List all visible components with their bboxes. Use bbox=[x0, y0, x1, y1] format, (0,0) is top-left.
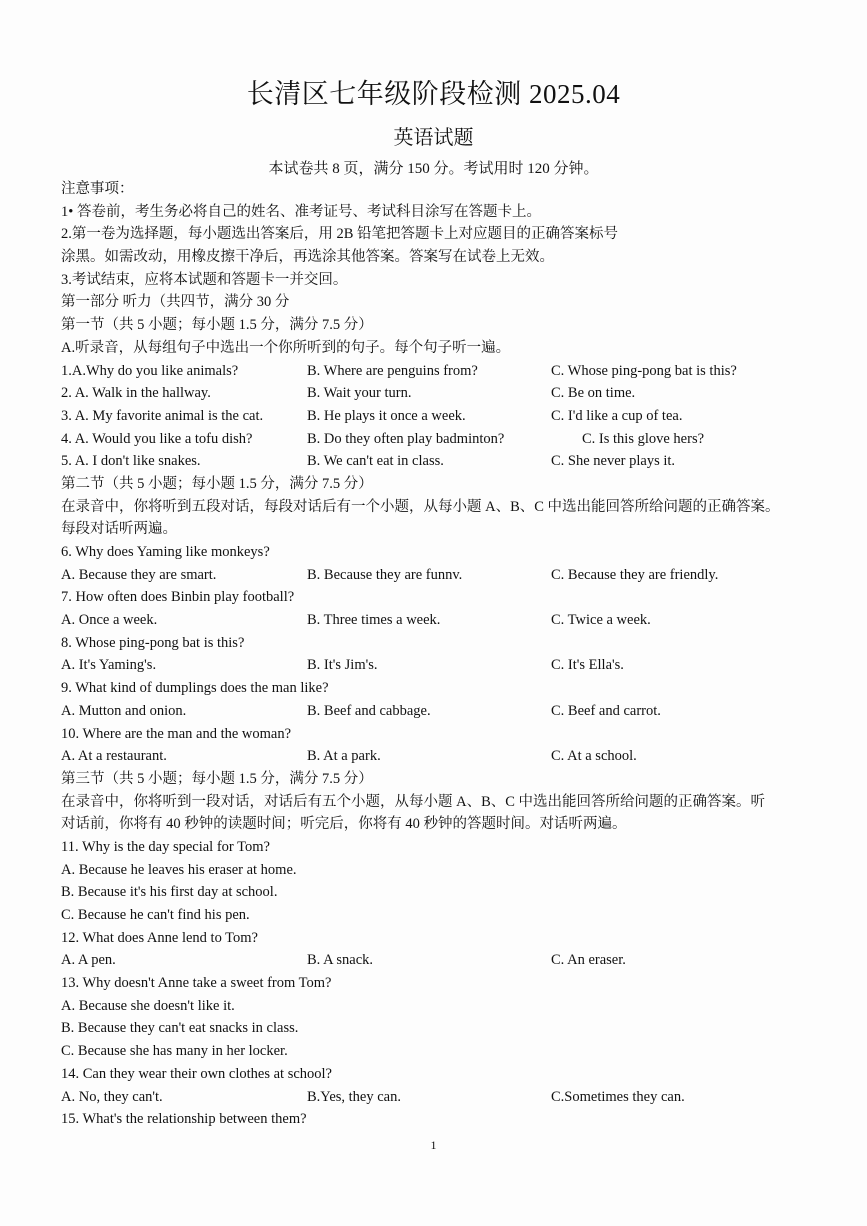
question-stem: 6. Why does Yaming like monkeys? bbox=[61, 544, 270, 560]
option-a: A. A pen. bbox=[61, 952, 116, 969]
option-c: C. She never plays it. bbox=[551, 453, 676, 470]
option-b: B. Beef and cabbage. bbox=[307, 702, 431, 719]
question-row bbox=[61, 360, 811, 383]
question-stem: 8. Whose ping-pong bat is this? bbox=[61, 634, 245, 651]
section1-instruction: A.听录音，从每组句子中选出一个你所听到的句子。每个句子听一遍。 bbox=[61, 339, 511, 356]
exam-subtitle: 英语试题 bbox=[393, 127, 474, 149]
option-b: B. A snack. bbox=[307, 952, 374, 969]
exam-title: 长清区七年级阶段检测 2025.04 bbox=[246, 79, 621, 109]
option-c: C. Because he can't find his pen. bbox=[61, 907, 250, 923]
option-b: B.Yes, they can. bbox=[307, 1088, 401, 1105]
notes-heading: 注意事项： bbox=[61, 181, 134, 197]
question-row bbox=[61, 382, 811, 405]
option-b: B. Because they are funnv. bbox=[307, 566, 463, 583]
question-row bbox=[61, 405, 811, 428]
option-a: 2. A. Walk in the hallway. bbox=[61, 385, 211, 402]
option-a: 5. A. I don't like snakes. bbox=[61, 453, 201, 470]
question-row bbox=[61, 654, 811, 677]
option-b: B. We can't eat in class. bbox=[307, 453, 444, 470]
page-number: 1 bbox=[430, 1138, 437, 1152]
section2-instruction: 每段对话听两遍。 bbox=[61, 521, 177, 538]
section2-heading: 第二节（共 5 小题；每小题 1.5 分，满分 7.5 分） bbox=[61, 475, 373, 492]
option-c: C. Be on time. bbox=[551, 385, 636, 402]
option-c: C. Whose ping-pong bat is this? bbox=[551, 362, 737, 379]
question-row bbox=[61, 949, 811, 972]
question-row bbox=[61, 564, 811, 587]
question-stem: 10. Where are the man and the woman? bbox=[61, 725, 292, 742]
option-c: C. It's Ella's. bbox=[551, 657, 624, 674]
option-c: C. Because she has many in her locker. bbox=[61, 1043, 288, 1060]
option-c: C.Sometimes they can. bbox=[551, 1088, 685, 1105]
question-row bbox=[61, 700, 811, 723]
option-c: C. Beef and carrot. bbox=[551, 702, 661, 719]
section3-instruction: 对话前，你将有 40 秒钟的读题时间；听完后，你将有 40 秒钟的答题时间。对话听两遍。 bbox=[61, 816, 627, 833]
option-a: 3. A. My favorite animal is the cat. bbox=[61, 407, 264, 424]
option-a: 1.A.Why do you like animals? bbox=[61, 362, 239, 379]
section1-heading: 第一节（共 5 小题；每小题 1.5 分，满分 7.5 分） bbox=[61, 317, 373, 334]
exam-content bbox=[61, 178, 811, 1131]
section3-instruction: 在录音中，你将听到一段对话，对话后有五个小题，从每小题 A、B、C 中选出能回答所给问题的正确答案。听 bbox=[61, 793, 766, 810]
question-stem: 15. What's the relationship between them? bbox=[61, 1111, 307, 1128]
option-b: B. He plays it once a week. bbox=[307, 407, 466, 424]
note-item: 涂黑。如需改动，用橡皮擦干净后，再选涂其他答案。答案写在试卷上无效。 bbox=[61, 249, 554, 266]
option-a: A. Mutton and onion. bbox=[61, 702, 187, 719]
question-stem: 12. What does Anne lend to Tom? bbox=[61, 929, 258, 946]
question-stem: 13. Why doesn't Anne take a sweet from Tom? bbox=[61, 975, 332, 992]
option-b: B. At a park. bbox=[307, 748, 381, 765]
note-item: 3.考试结束，应将本试题和答题卡一并交回。 bbox=[61, 271, 348, 288]
option-a: A. Because they are smart. bbox=[61, 566, 217, 583]
option-a: A. Once a week. bbox=[61, 612, 158, 629]
part1-heading: 第一部分 听力（共四节，满分 30 分 bbox=[61, 294, 290, 311]
option-c: C. Because they are friendly. bbox=[551, 566, 719, 583]
option-a: A. Because she doesn't like it. bbox=[61, 997, 235, 1014]
exam-info: 本试卷共 8 页，满分 150 分。考试用时 120 分钟。 bbox=[268, 161, 599, 177]
option-b: B. Do they often play badminton? bbox=[307, 430, 505, 447]
option-a: A. No, they can't. bbox=[61, 1088, 163, 1105]
question-stem: 9. What kind of dumplings does the man like? bbox=[61, 680, 329, 697]
option-c: C. Is this glove hers? bbox=[582, 430, 705, 447]
question-stem: 14. Can they wear their own clothes at school? bbox=[61, 1065, 332, 1082]
option-b: B. Because it's his first day at school. bbox=[61, 884, 278, 901]
question-row bbox=[61, 609, 811, 632]
option-a: 4. A. Would you like a tofu dish? bbox=[61, 430, 253, 447]
section2-instruction: 在录音中，你将听到五段对话，每段对话后有一个小题，从每小题 A、B、C 中选出能回答所给问题的正确答案。 bbox=[61, 498, 780, 515]
option-c: C. An eraser. bbox=[551, 952, 626, 969]
option-a: A. At a restaurant. bbox=[61, 748, 167, 765]
option-c: C. At a school. bbox=[551, 748, 637, 765]
question-stem: 11. Why is the day special for Tom? bbox=[61, 838, 270, 855]
question-row bbox=[61, 428, 811, 451]
option-c: C. Twice a week. bbox=[551, 612, 651, 629]
question-row bbox=[61, 1086, 811, 1109]
option-b: B. Wait your turn. bbox=[307, 385, 412, 402]
option-a: A. Because he leaves his eraser at home. bbox=[61, 861, 297, 878]
option-b: B. Three times a week. bbox=[307, 612, 441, 629]
note-item: 2.第一卷为选择题，每小题选出答案后，用 2B 铅笔把答题卡上对应题目的正确答案标号 bbox=[61, 226, 619, 243]
option-b: B. Where are penguins from? bbox=[307, 362, 478, 379]
section3-heading: 第三节（共 5 小题；每小题 1.5 分，满分 7.5 分） bbox=[61, 770, 373, 787]
question-stem: 7. How often does Binbin play football? bbox=[61, 589, 295, 606]
option-b: B. Because they can't eat snacks in class. bbox=[61, 1020, 299, 1037]
note-item: 1• 答卷前，考生务必将自己的姓名、准考证号、考试科目涂写在答题卡上。 bbox=[61, 203, 541, 220]
question-row bbox=[61, 450, 811, 473]
option-b: B. It's Jim's. bbox=[307, 657, 378, 674]
option-c: C. I'd like a cup of tea. bbox=[551, 407, 683, 424]
question-row bbox=[61, 745, 811, 768]
option-a: A. It's Yaming's. bbox=[61, 657, 157, 674]
